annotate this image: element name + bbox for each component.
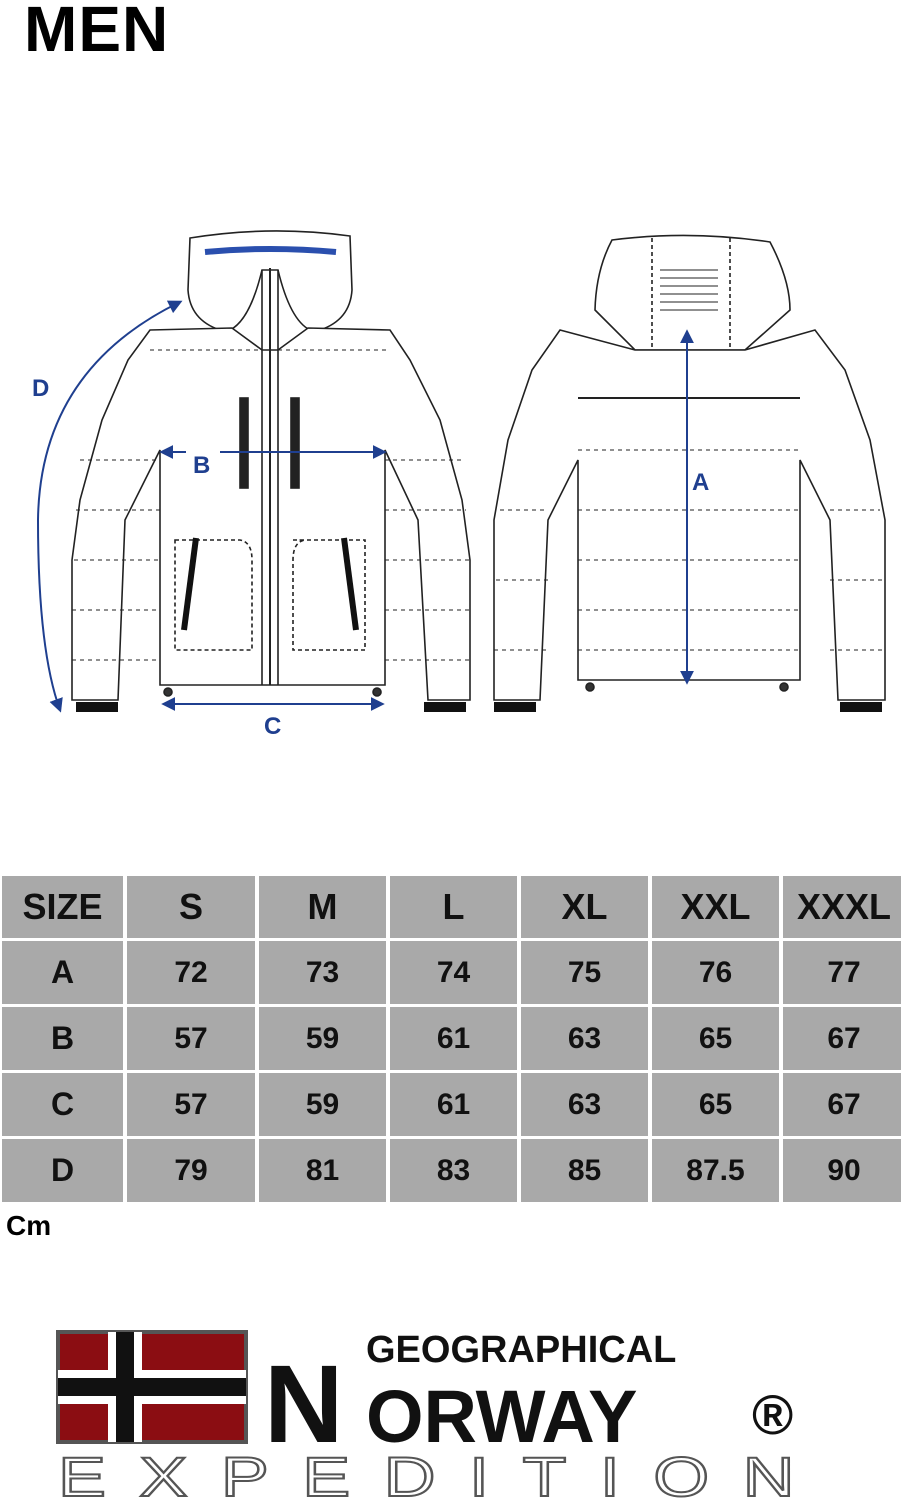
- table-cell: 59: [259, 1007, 386, 1070]
- header-cell: XXXL: [783, 876, 901, 938]
- header-cell: SIZE: [2, 876, 123, 938]
- logo-initial: N: [264, 1343, 344, 1466]
- header-cell: XL: [521, 876, 648, 938]
- table-cell: 79: [127, 1139, 255, 1202]
- logo-registered: ®: [752, 1383, 794, 1446]
- jacket-diagram: [0, 220, 901, 740]
- table-cell: 65: [652, 1073, 779, 1136]
- table-cell: 57: [127, 1007, 255, 1070]
- size-table: [2, 876, 899, 1202]
- header-cell: M: [259, 876, 386, 938]
- header-cell: L: [390, 876, 517, 938]
- table-cell: 85: [521, 1139, 648, 1202]
- label-b: B: [193, 452, 211, 479]
- table-cell: 87.5: [652, 1139, 779, 1202]
- table-cell: 90: [783, 1139, 901, 1202]
- table-cell: 63: [521, 1073, 648, 1136]
- table-cell: 61: [390, 1073, 517, 1136]
- header-cell: XXL: [652, 876, 779, 938]
- unit-label: Cm: [6, 1210, 52, 1241]
- page-title: MEN: [24, 0, 170, 65]
- table-cell: 59: [259, 1073, 386, 1136]
- logo-norway: ORWAY: [366, 1375, 638, 1458]
- row-label: D: [2, 1139, 123, 1202]
- table-cell: 74: [390, 941, 517, 1004]
- row-label: B: [2, 1007, 123, 1070]
- table-cell: 83: [390, 1139, 517, 1202]
- brand-logo: [56, 1330, 846, 1500]
- logo-geographical: GEOGRAPHICAL: [366, 1330, 677, 1371]
- table-cell: 76: [652, 941, 779, 1004]
- table-cell: 81: [259, 1139, 386, 1202]
- label-d: D: [32, 375, 50, 402]
- table-cell: 67: [783, 1007, 901, 1070]
- table-cell: 73: [259, 941, 386, 1004]
- logo-expedition: EXPEDITION: [58, 1445, 828, 1500]
- table-cell: 57: [127, 1073, 255, 1136]
- table-cell: 72: [127, 941, 255, 1004]
- label-c: C: [264, 713, 282, 740]
- row-label: C: [2, 1073, 123, 1136]
- header-cell: S: [127, 876, 255, 938]
- table-cell: 61: [390, 1007, 517, 1070]
- table-cell: 65: [652, 1007, 779, 1070]
- table-cell: 63: [521, 1007, 648, 1070]
- table-cell: 77: [783, 941, 901, 1004]
- table-cell: 75: [521, 941, 648, 1004]
- jacket-front: [72, 231, 470, 712]
- label-a: A: [692, 469, 710, 496]
- norway-flag-icon: [58, 1332, 246, 1442]
- row-label: A: [2, 941, 123, 1004]
- table-cell: 67: [783, 1073, 901, 1136]
